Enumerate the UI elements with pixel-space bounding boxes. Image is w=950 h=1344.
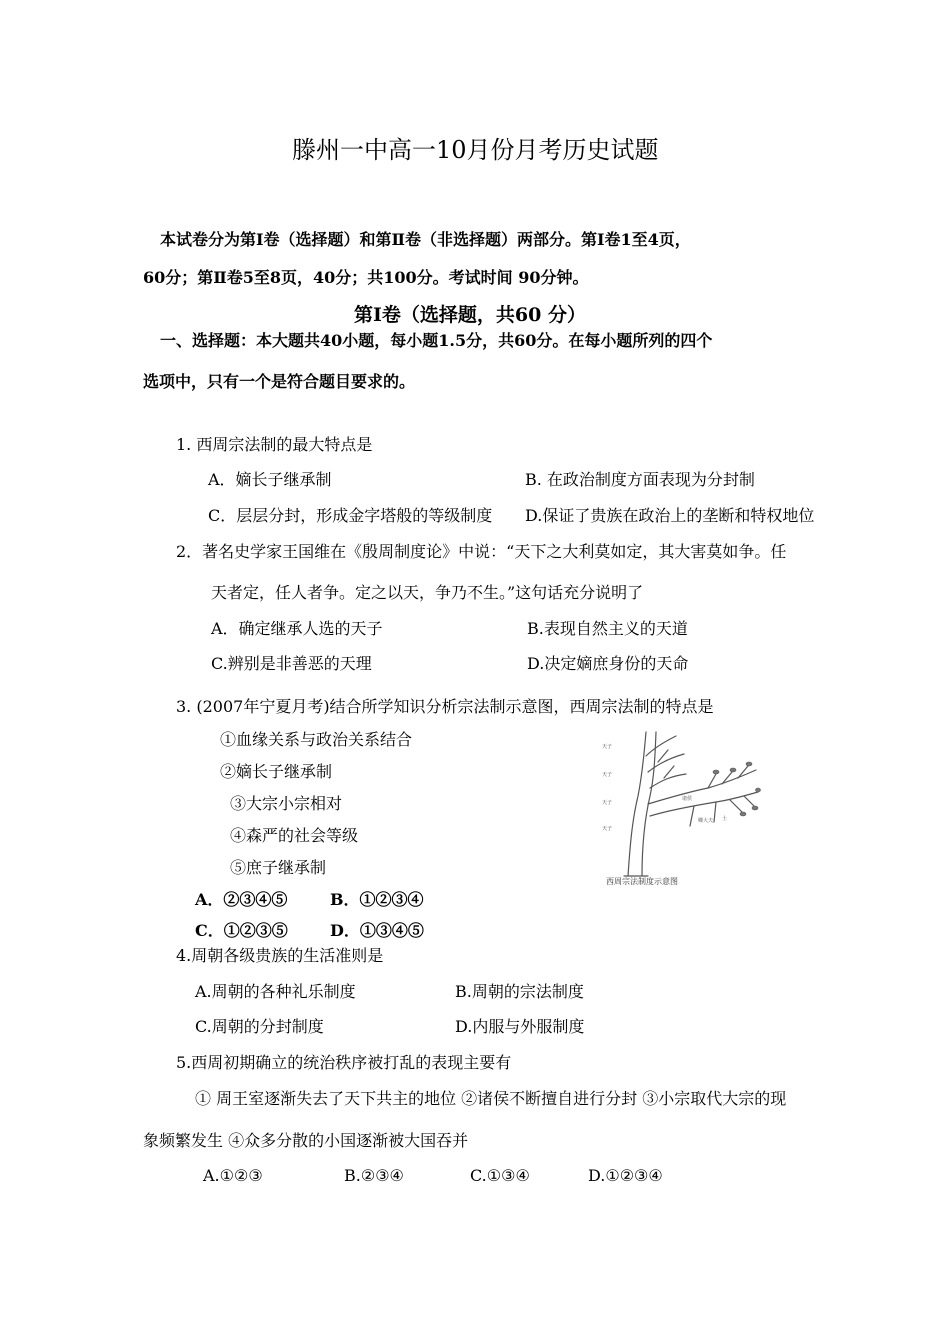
instructions-line-1: 一、选择题：本大题共40小题，每小题1.5分，共60分。在每小题所列的四个 [160,331,713,350]
q3-option-a: A．②③④⑤ [195,890,288,909]
q2-option-c: C.辨别是非善恶的天理 [211,654,372,673]
q3-item-1: ①血缘关系与政治关系结合 [220,730,413,749]
tree-twig [690,806,694,826]
tree-branch [646,736,676,756]
tree-branch [664,766,674,778]
q5-stem: 5.西周初期确立的统治秩序被打乱的表现主要有 [176,1053,512,1072]
page-title: 滕州一中高一10月份月考历史试题 [292,136,659,164]
q2-stem-line-2: 天者定，任人者争。定之以天，争乃不生。”这句话充分说明了 [211,583,644,602]
q3-option-b: B．①②③④ [330,890,424,909]
zongfa-tree-diagram [598,726,766,888]
q5-option-c: C.①③④ [470,1166,530,1185]
q1-option-c: C．层层分封，形成金字塔般的等级制度 [208,506,493,525]
q2-option-b: B.表现自然主义的天道 [527,619,688,638]
q2-option-a: A．确定继承人选的天子 [211,619,383,638]
q2-stem-line-1: 2．著名史学家王国维在《殷周制度论》中说：“天下之大利莫如定，其大害莫如争。任 [176,542,787,561]
branch-label-1: 诸侯 [682,796,693,802]
branch-label-3: 士 [722,816,728,822]
tree-leaves [713,762,761,816]
tree-drawing [624,732,758,876]
q4-option-d: D.内服与外服制度 [455,1017,585,1036]
q3-option-c: C．①②③⑤ [195,921,288,940]
q5-line-2: 象频繁发生 ④众多分散的小国逐渐被大国吞并 [143,1131,469,1150]
tree-branch [650,774,686,788]
q3-item-5: ⑤庶子继承制 [230,858,327,877]
figure-caption: 西周宗法制度示意图 [606,877,678,886]
trunk-label-2: 天子 [602,772,613,778]
q4-stem: 4.周朝各级贵族的生活准则是 [176,946,384,965]
intro-line-1: 本试卷分为第Ⅰ卷（选择题）和第Ⅱ卷（非选择题）两部分。第Ⅰ卷1至4页， [160,230,691,249]
trunk-label-4: 天子 [602,826,613,832]
q5-option-a: A.①②③ [203,1166,263,1185]
q1-option-d: D.保证了贵族在政治上的垄断和特权地位 [525,506,815,525]
intro-line-2: 60分；第Ⅱ卷5至8页，40分；共100分。考试时间 90分钟。 [143,268,589,287]
instructions-line-2: 选项中，只有一个是符合题目要求的。 [143,372,416,391]
q5-option-d: D.①②③④ [588,1166,663,1185]
tree-twig [730,800,742,812]
q3-stem: 3. (2007年宁夏月考)结合所学知识分析宗法制示意图，西周宗法制的特点是 [176,697,714,716]
section-title: 第Ⅰ卷（选择题，共60 分） [354,304,586,326]
q1-stem: 1. 西周宗法制的最大特点是 [176,435,373,454]
tree-twig [714,802,716,822]
trunk-label-3: 天子 [602,800,613,806]
q1-option-b: B. 在政治制度方面表现为分封制 [525,470,755,489]
q3-option-d: D．①③④⑤ [330,921,424,940]
q5-option-b: B.②③④ [344,1166,404,1185]
q4-option-b: B.周朝的宗法制度 [455,982,584,1001]
tree-trunk [628,732,646,876]
branch-label-2: 卿大夫 [698,818,714,824]
q3-item-3: ③大宗小宗相对 [230,794,343,813]
trunk-label-1: 天子 [602,744,613,750]
q4-option-a: A.周朝的各种礼乐制度 [195,982,356,1001]
q1-option-a: A．嫡长子继承制 [208,470,332,489]
tree-twig [744,796,754,806]
q4-option-c: C.周朝的分封制度 [195,1017,324,1036]
q3-item-4: ④森严的社会等级 [230,826,359,845]
q2-option-d: D.决定嫡庶身份的天命 [527,654,689,673]
q3-item-2: ②嫡长子继承制 [220,762,333,781]
q5-line-1: ① 周王室逐渐失去了天下共主的地位 ②诸侯不断擅自进行分封 ③小宗取代大宗的现 [195,1089,787,1108]
